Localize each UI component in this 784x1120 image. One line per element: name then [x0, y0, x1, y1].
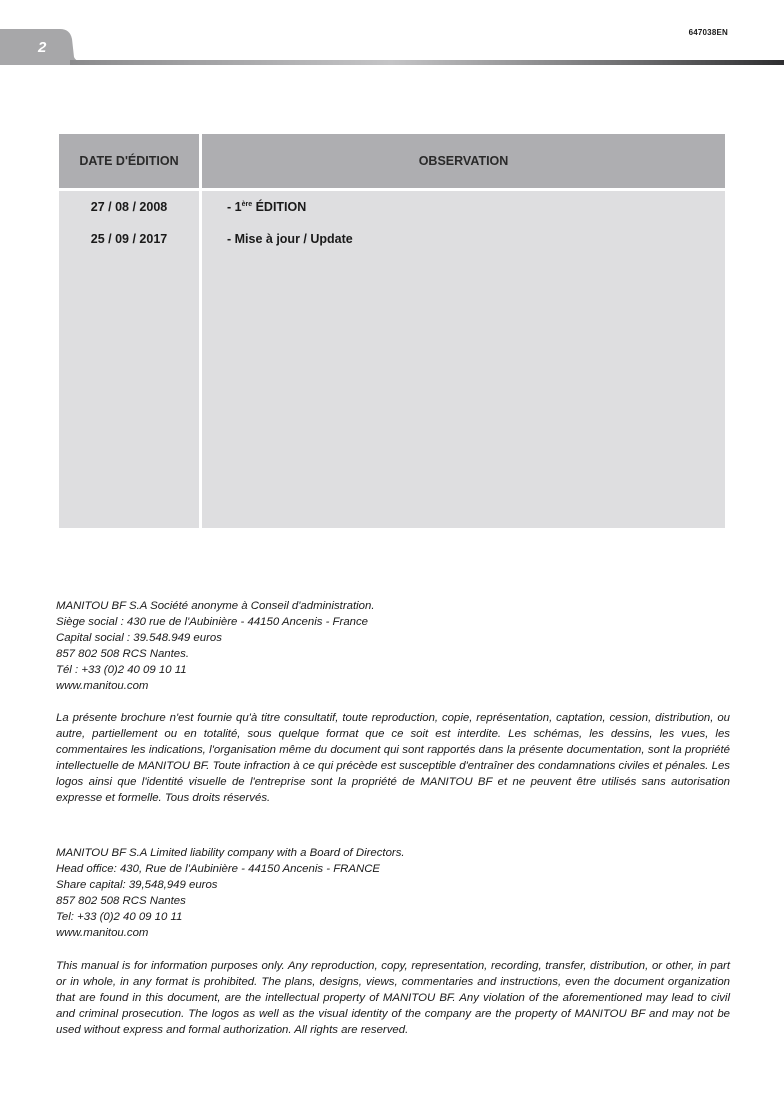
address-line: MANITOU BF S.A Société anonyme à Conseil d'administration.: [56, 600, 375, 612]
english-legal-notice: [56, 958, 730, 1038]
observation-superscript: ère: [241, 201, 253, 208]
revision-table: [59, 134, 725, 528]
address-line: Tel: +33 (0)2 40 09 10 11: [56, 911, 183, 923]
observation-text: - Mise à jour / Update: [227, 232, 353, 246]
address-line: Share capital: 39,548,949 euros: [56, 879, 218, 891]
document-reference: 647038EN: [688, 28, 728, 37]
observation-column: [202, 191, 725, 528]
address-line: Siège social : 430 rue de l'Aubinière - 44150 Ancenis - France: [56, 616, 369, 628]
address-line: 857 802 508 RCS Nantes: [56, 895, 186, 907]
address-line: 857 802 508 RCS Nantes.: [56, 648, 189, 660]
revision-observation-2: [227, 232, 353, 246]
address-line: Head office: 430, Rue de l'Aubinière - 44150 Ancenis - FRANCE: [56, 863, 381, 875]
website-link[interactable]: www.manitou.com: [56, 680, 149, 692]
english-address-block: [56, 845, 730, 941]
page-header-tab: [0, 29, 784, 65]
column-header-date: DATE D'ÉDITION: [59, 134, 199, 188]
observation-text: - 1: [227, 200, 242, 214]
address-line: MANITOU BF S.A Limited liability company with a Board of Directors.: [56, 847, 405, 859]
revision-date-1: 27 / 08 / 2008: [90, 200, 168, 214]
revision-observation-1: [227, 200, 306, 214]
legal-text: This manual is for information purposes only. Any reproduction, copy, representation, recording, transfer, distribution, or other, in part or in whole, in any format is prohibited. The plans, designs, views, commentaries and instructions, even the document organization that are found in this document, are the intellectual property of MANITOU BF. Any violation of the aforementioned may lead to civil and criminal prosecution. The logos as well as the visual identity of the company are the property of MANITOU BF and may not be used without express and formal authorization. All rights are reserved.: [56, 960, 730, 1036]
page-number: 2: [38, 39, 47, 56]
observation-text-suffix: ÉDITION: [252, 200, 307, 214]
address-line: Capital social : 39.548.949 euros: [56, 632, 222, 644]
column-header-observation: OBSERVATION: [202, 134, 725, 188]
address-line: Tél : +33 (0)2 40 09 10 11: [56, 664, 187, 676]
french-address-block: [56, 598, 730, 694]
legal-text: La présente brochure n'est fournie qu'à titre consultatif, toute reproduction, copie, représentation, captation, cession, distribution, ou autre, partiellement ou en totalité, sous quelque format que ce soit est interdite. Les schémas, les dessins, les vues, les commentaires les indications, l'organisation même du document qui sont rapportés dans la présente documentation, sont la propriété intellectuelle de MANITOU BF. Toute infraction à ce qui précède est susceptible d'entraîner des condamnations civiles et pénales. Les logos ainsi que l'identité visuelle de l'entreprise sont la propriété de MANITOU BF et ne peuvent être utilisés sans autorisation expresse et formelle. Tous droits réservés.: [56, 712, 730, 804]
revision-date-2: 25 / 09 / 2017: [90, 232, 168, 246]
french-legal-notice: [56, 710, 730, 806]
website-link[interactable]: www.manitou.com: [56, 927, 149, 939]
date-column: [59, 191, 199, 528]
